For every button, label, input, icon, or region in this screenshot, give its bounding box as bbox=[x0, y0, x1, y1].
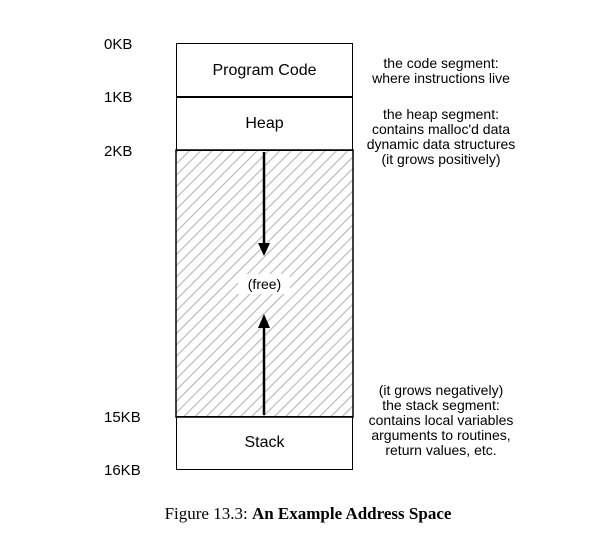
annotation-line: the heap segment: bbox=[383, 106, 499, 122]
stack-segment-box bbox=[176, 416, 353, 470]
heap-segment-annotation bbox=[356, 107, 526, 167]
annotation-line: return values, etc. bbox=[385, 442, 497, 458]
annotation-line: contains malloc'd data bbox=[371, 121, 511, 137]
address-15kb-label: 15KB bbox=[104, 409, 141, 426]
figure-caption bbox=[0, 504, 616, 524]
stack-segment-annotation bbox=[356, 383, 526, 458]
address-16kb-label: 16KB bbox=[104, 462, 141, 479]
code-segment-box bbox=[176, 43, 353, 98]
annotation-line: (it grows negatively) bbox=[378, 382, 504, 398]
annotation-line: (it grows positively) bbox=[381, 151, 501, 167]
code-segment-annotation bbox=[356, 56, 526, 86]
stack-segment-label: Stack bbox=[244, 434, 285, 451]
annotation-line: dynamic data structures bbox=[366, 136, 516, 152]
address-0kb-label: 0KB bbox=[104, 36, 133, 53]
code-segment-label: Program Code bbox=[212, 61, 317, 79]
annotation-line: contains local variables bbox=[368, 412, 514, 428]
annotation-line: the stack segment: bbox=[382, 397, 500, 413]
annotation-line: the code segment: bbox=[383, 55, 499, 71]
address-1kb-label: 1KB bbox=[104, 89, 133, 106]
figure-caption-title: An Example Address Space bbox=[251, 504, 452, 523]
heap-segment-label: Heap bbox=[245, 114, 284, 132]
free-segment-label: (free) bbox=[247, 276, 282, 292]
annotation-line: where instructions live bbox=[372, 70, 510, 86]
heap-segment-box bbox=[176, 96, 353, 151]
figure-caption-prefix: Figure 13.3: bbox=[164, 504, 252, 523]
address-2kb-label: 2KB bbox=[104, 143, 133, 160]
annotation-line: arguments to routines, bbox=[371, 427, 511, 443]
